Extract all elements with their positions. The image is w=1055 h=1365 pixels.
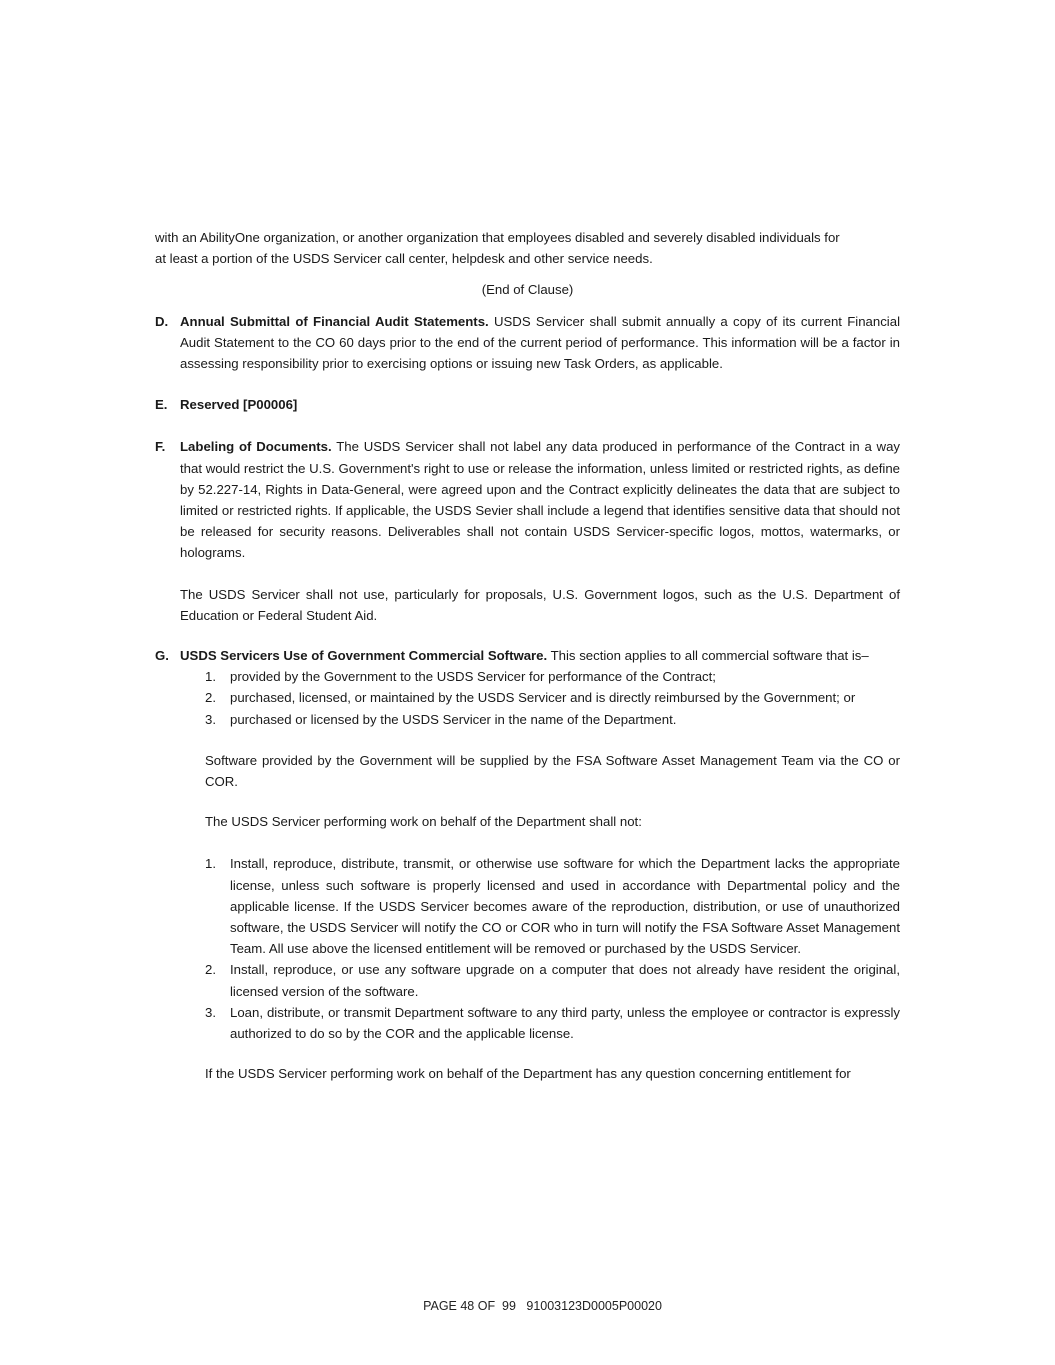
- list-item-number: 2.: [205, 962, 216, 978]
- intro-line-2: at least a portion of the USDS Servicer call center, helpdesk and other service needs.: [155, 251, 653, 267]
- section-f-paragraph: [180, 436, 900, 563]
- list-item-text: Loan, distribute, or transmit Department software to any third party, unless the employee or contractor is expressly authorized to do so by the COR and the applicable license.: [230, 1004, 900, 1042]
- section-g-list-1: [155, 666, 900, 730]
- list-item: [205, 709, 900, 730]
- footer-page-number: PAGE 48 OF 99: [423, 1299, 516, 1313]
- list-item: [205, 959, 900, 1001]
- list-item-number: 2.: [205, 690, 216, 706]
- list-item-text: purchased or licensed by the USDS Servicer in the name of the Department.: [230, 711, 677, 727]
- section-g: [155, 645, 900, 666]
- section-f-title: Labeling of Documents.: [180, 439, 332, 455]
- intro-line-1: with an AbilityOne organization, or another organization that employees disabled and severely disabled individuals for: [155, 230, 840, 245]
- list-item: [205, 687, 900, 708]
- list-item-text: Install, reproduce, distribute, transmit, or otherwise use software for which the Department lacks the appropriate license, unless such software is properly licensed and used in accordance with Departmental policy and the applicable license. If the USDS Servicer becomes aware of the reproduction, distribution, or use of unauthorized software, the USDS Servicer will notify the CO or COR who in turn will notify the FSA Software Asset Management Team. All use above the licensed entitlement will be removed or purchased by the USDS Servicer.: [230, 856, 900, 957]
- section-d-letter: D.: [155, 313, 169, 329]
- list-item-text: purchased, licensed, or maintained by the USDS Servicer and is directly reimbursed by the Government; or: [230, 690, 856, 706]
- list-item-number: 1.: [205, 856, 216, 872]
- section-d: [155, 311, 900, 375]
- section-g-title: USDS Servicers Use of Government Commercial Software.: [180, 648, 548, 664]
- section-e-letter: E.: [155, 397, 168, 413]
- section-g-text: This section applies to all commercial software that is–: [547, 648, 869, 664]
- section-f-text: The USDS Servicer shall not label any data produced in performance of the Contract in a way that would restrict the U.S. Government's right to use or release the information, unless limited or restricted rights, as define by 52.227-14, Rights in Data-General, were agreed upon and the Contract explicitly delineates the data that are subject to limited or restricted rights. If applicable, the USDS Sevier shall include a legend that identifies sensitive data that should not be released for security reasons. Deliverables shall not contain USDS Servicer-specific logos, mottos, watermarks, or holograms.: [180, 439, 901, 561]
- section-d-title: Annual Submittal of Financial Audit Statements.: [180, 313, 489, 329]
- section-g-software-paragraph: Software provided by the Government will be supplied by the FSA Software Asset Management Team via the CO or COR.: [205, 752, 900, 790]
- section-f-letter: F.: [155, 439, 166, 455]
- section-g-shall-not-paragraph: The USDS Servicer performing work on behalf of the Department shall not:: [205, 814, 642, 830]
- section-e-title: Reserved [P00006]: [180, 397, 298, 413]
- list-item: [205, 1002, 900, 1044]
- list-item: [205, 666, 900, 687]
- section-d-text: USDS Servicer shall submit annually a copy of its current Financial Audit Statement to the CO 60 days prior to the end of the current period of performance. This information will be a factor in assessing responsibility prior to exercising options or issuing new Task Orders, as applicable.: [180, 313, 900, 372]
- section-g-list-2: [155, 853, 900, 1044]
- end-of-clause: (End of Clause): [481, 282, 574, 298]
- section-d-paragraph: [180, 311, 900, 375]
- section-g-letter: G.: [155, 648, 169, 664]
- list-item-number: 3.: [205, 711, 216, 727]
- page-body: [155, 227, 900, 1085]
- list-item: [205, 853, 900, 959]
- list-item-text: provided by the Government to the USDS Servicer for performance of the Contract;: [230, 669, 716, 685]
- section-g-paragraph: [180, 645, 900, 666]
- list-item-number: 1.: [205, 669, 216, 685]
- section-f-paragraph-2: The USDS Servicer shall not use, particularly for proposals, U.S. Government logos, such as the U.S. Department of Education or Federal Student Aid.: [180, 586, 900, 623]
- list-item-number: 3.: [205, 1004, 216, 1020]
- section-e: [155, 394, 900, 415]
- section-g-last-paragraph: If the USDS Servicer performing work on behalf of the Department has any question concerning entitlement for: [205, 1066, 851, 1082]
- footer-document-number: 91003123D0005P00020: [526, 1299, 662, 1313]
- section-f: [155, 436, 900, 626]
- page-footer: [0, 1299, 1055, 1313]
- list-item-text: Install, reproduce, or use any software upgrade on a computer that does not already have resident the original, licensed version of the software.: [230, 962, 900, 999]
